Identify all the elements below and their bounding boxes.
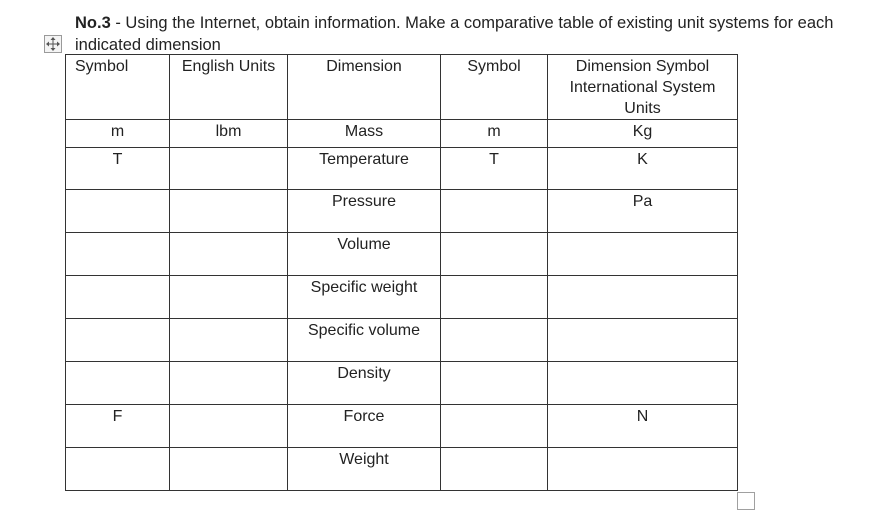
cell-symbol-english[interactable] (66, 276, 170, 319)
cell-dimension[interactable]: Volume (288, 233, 441, 276)
cell-english-units[interactable] (170, 148, 288, 190)
cell-dimension[interactable]: Density (288, 362, 441, 405)
header-dimension[interactable]: Dimension (288, 55, 441, 120)
table-row (66, 233, 738, 276)
cell-dimension[interactable]: Temperature (288, 148, 441, 190)
cell-si-units[interactable]: Pa (548, 190, 738, 233)
cell-english-units[interactable] (170, 233, 288, 276)
cell-symbol-english[interactable] (66, 448, 170, 491)
cell-symbol-english[interactable] (66, 190, 170, 233)
cell-symbol-si[interactable] (441, 448, 548, 491)
cell-si-units[interactable] (548, 319, 738, 362)
cell-si-units[interactable] (548, 233, 738, 276)
cell-english-units[interactable] (170, 362, 288, 405)
cell-si-units[interactable]: N (548, 405, 738, 448)
cell-symbol-english[interactable]: m (66, 120, 170, 148)
unit-comparison-table (65, 54, 738, 491)
cell-symbol-english[interactable] (66, 233, 170, 276)
table-row (66, 148, 738, 190)
header-si-units[interactable]: Dimension Symbol International System Units (548, 55, 738, 120)
table-row (66, 405, 738, 448)
cell-symbol-si[interactable] (441, 276, 548, 319)
cell-symbol-si[interactable] (441, 405, 548, 448)
cell-symbol-si[interactable] (441, 319, 548, 362)
table-row (66, 120, 738, 148)
assignment-heading (75, 12, 835, 56)
cell-dimension[interactable]: Weight (288, 448, 441, 491)
table-row (66, 276, 738, 319)
cell-symbol-si[interactable] (441, 190, 548, 233)
cell-dimension[interactable]: Pressure (288, 190, 441, 233)
cell-si-units[interactable] (548, 276, 738, 319)
cell-si-units[interactable] (548, 362, 738, 405)
header-english-units[interactable]: English Units (170, 55, 288, 120)
cell-english-units[interactable] (170, 190, 288, 233)
table-row (66, 362, 738, 405)
cell-si-units[interactable]: K (548, 148, 738, 190)
table-row (66, 448, 738, 491)
header-symbol-english[interactable]: Symbol (66, 55, 170, 120)
cell-si-units[interactable]: Kg (548, 120, 738, 148)
cell-symbol-si[interactable]: m (441, 120, 548, 148)
cell-dimension[interactable]: Mass (288, 120, 441, 148)
cell-symbol-english[interactable]: T (66, 148, 170, 190)
table-move-handle-icon[interactable] (44, 35, 62, 53)
header-symbol-si[interactable]: Symbol (441, 55, 548, 120)
cell-si-units[interactable] (548, 448, 738, 491)
cell-dimension[interactable]: Specific volume (288, 319, 441, 362)
cell-symbol-si[interactable]: T (441, 148, 548, 190)
cell-symbol-english[interactable]: F (66, 405, 170, 448)
cell-dimension[interactable]: Specific weight (288, 276, 441, 319)
table-header-row (66, 55, 738, 120)
table-end-marker-icon (737, 492, 755, 510)
cell-dimension[interactable]: Force (288, 405, 441, 448)
cell-english-units[interactable] (170, 448, 288, 491)
cell-english-units[interactable] (170, 276, 288, 319)
cell-english-units[interactable]: lbm (170, 120, 288, 148)
table-row (66, 190, 738, 233)
assignment-number: No.3 (75, 14, 111, 32)
cell-symbol-si[interactable] (441, 362, 548, 405)
cell-symbol-english[interactable] (66, 319, 170, 362)
table-row (66, 319, 738, 362)
cell-english-units[interactable] (170, 319, 288, 362)
assignment-instructions: - Using the Internet, obtain information. Make a comparative table of existing unit systems for each indicated dimension (75, 14, 834, 54)
cell-english-units[interactable] (170, 405, 288, 448)
cell-symbol-english[interactable] (66, 362, 170, 405)
cell-symbol-si[interactable] (441, 233, 548, 276)
